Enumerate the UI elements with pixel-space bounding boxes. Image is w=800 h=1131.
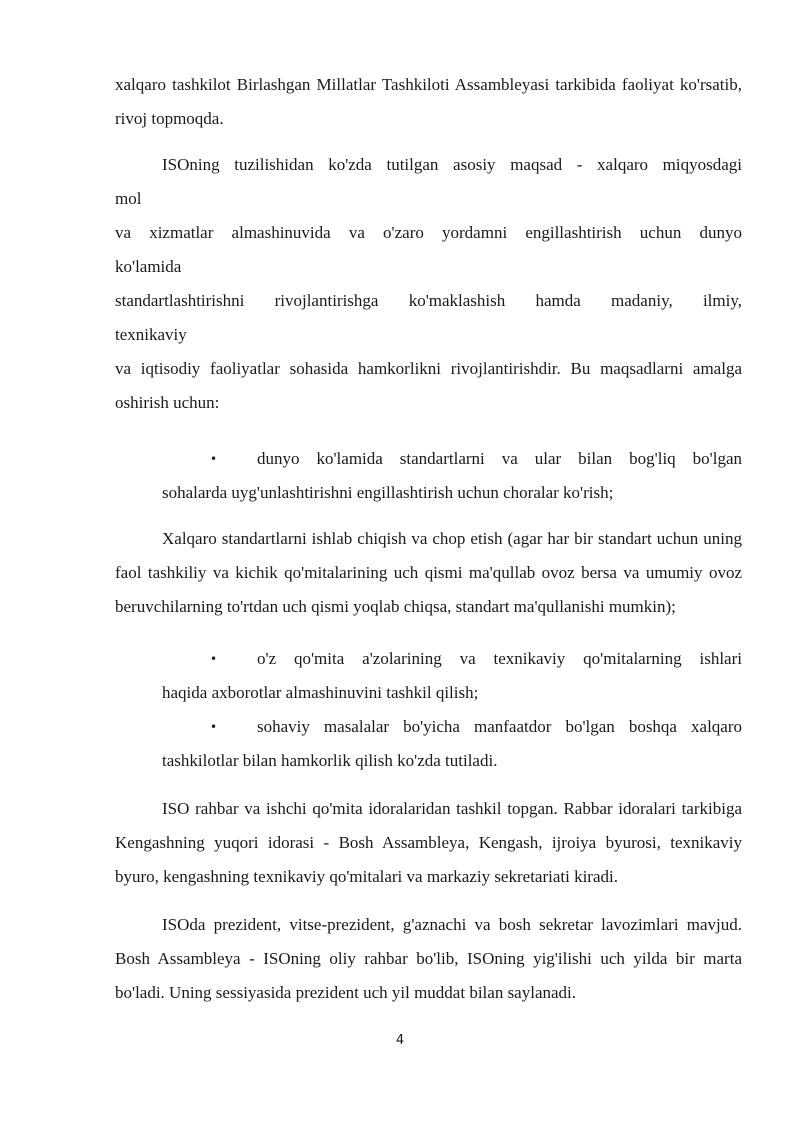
purpose-line-3: va xizmatlar almashinuvida va o'zaro yordamni engillashtirish uchun dunyo xyxy=(115,223,742,242)
bullet-item-3-first-line: sohaviy masalalar bo'yicha manfaatdor bo'lgan boshqa xalqaro xyxy=(257,717,742,736)
bullet-item-2-rest: haqida axborotlar almashinuvini tashkil qilish; xyxy=(162,683,479,702)
purpose-line-6: texnikaviy xyxy=(115,325,187,344)
bullet-list-2 xyxy=(115,642,742,778)
bullet-item-1-rest: sohalarda uyg'unlashtirishni engillashtirish uchun choralar ko'rish; xyxy=(162,483,614,502)
bullet-symbol: • xyxy=(210,652,218,666)
bullet-item-3 xyxy=(115,710,742,778)
paragraph-intro: xalqaro tashkilot Birlashgan Millatlar Tashkiloti Assambleyasi tarkibida faoliyat ko'rsatib, rivoj topmoqda. xyxy=(115,75,742,128)
purpose-line-1: ISOning tuzilishidan ko'zda tutilgan asosiy maqsad - xalqaro miqyosdagi xyxy=(162,155,742,174)
bullet-item-1-first-line: dunyo ko'lamida standartlarni va ular bilan bog'liq bo'lgan xyxy=(257,449,742,468)
paragraph-structure: ISO rahbar va ishchi qo'mita idoralaridan tashkil topgan. Rabbar idoralari tarkibiga Kengashning yuqori idorasi - Bosh Assambleya, Kengash, ijroiya byurosi, texnikaviy byuro, kengashning texnikaviy qo'mitalari va markaziy sekretariati kiradi. xyxy=(115,799,742,886)
bullet-item-3-rest: tashkilotlar bilan hamkorlik qilish ko'zda tutiladi. xyxy=(162,751,498,770)
purpose-line-4: ko'lamida xyxy=(115,257,182,276)
page-number: 4 xyxy=(395,1033,405,1048)
bullet-symbol: • xyxy=(210,720,218,734)
bullet-list-1 xyxy=(115,442,742,510)
bullet-item-2-first-line: o'z qo'mita a'zolarining va texnikaviy qo'mitalarning ishlari xyxy=(257,649,742,668)
bullet-item-2 xyxy=(115,642,742,710)
bullet-item-1 xyxy=(115,442,742,510)
page-content xyxy=(115,68,742,1010)
purpose-line-5: standartlashtirishni rivojlantirishga ko'maklashish hamda madaniy, ilmiy, xyxy=(115,291,742,310)
purpose-line-2: mol xyxy=(115,189,142,208)
paragraph-standards: Xalqaro standartlarni ishlab chiqish va chop etish (agar har bir standart uchun uning faol tashkiliy va kichik qo'mitalarining uch qismi ma'qullab ovoz bersa va umumiy ovoz beruvchilarning to'rtdan uch qismi yoqlab chiqsa, standart ma'qullanishi mumkin); xyxy=(115,529,742,616)
purpose-line-7: va iqtisodiy faoliyatlar sohasida hamkorlikni rivojlantirishdir. Bu maqsadlarni amalga oshirish uchun: xyxy=(115,359,742,412)
paragraph-purpose xyxy=(115,148,742,420)
paragraph-officials: ISOda prezident, vitse-prezident, g'aznachi va bosh sekretar lavozimlari mavjud. Bosh Assambleya - ISOning oliy rahbar bo'lib, ISOning yig'ilishi uch yilda bir marta bo'ladi. Uning sessiyasida prezident uch yil muddat bilan saylanadi. xyxy=(115,915,742,1002)
bullet-symbol: • xyxy=(210,452,218,466)
